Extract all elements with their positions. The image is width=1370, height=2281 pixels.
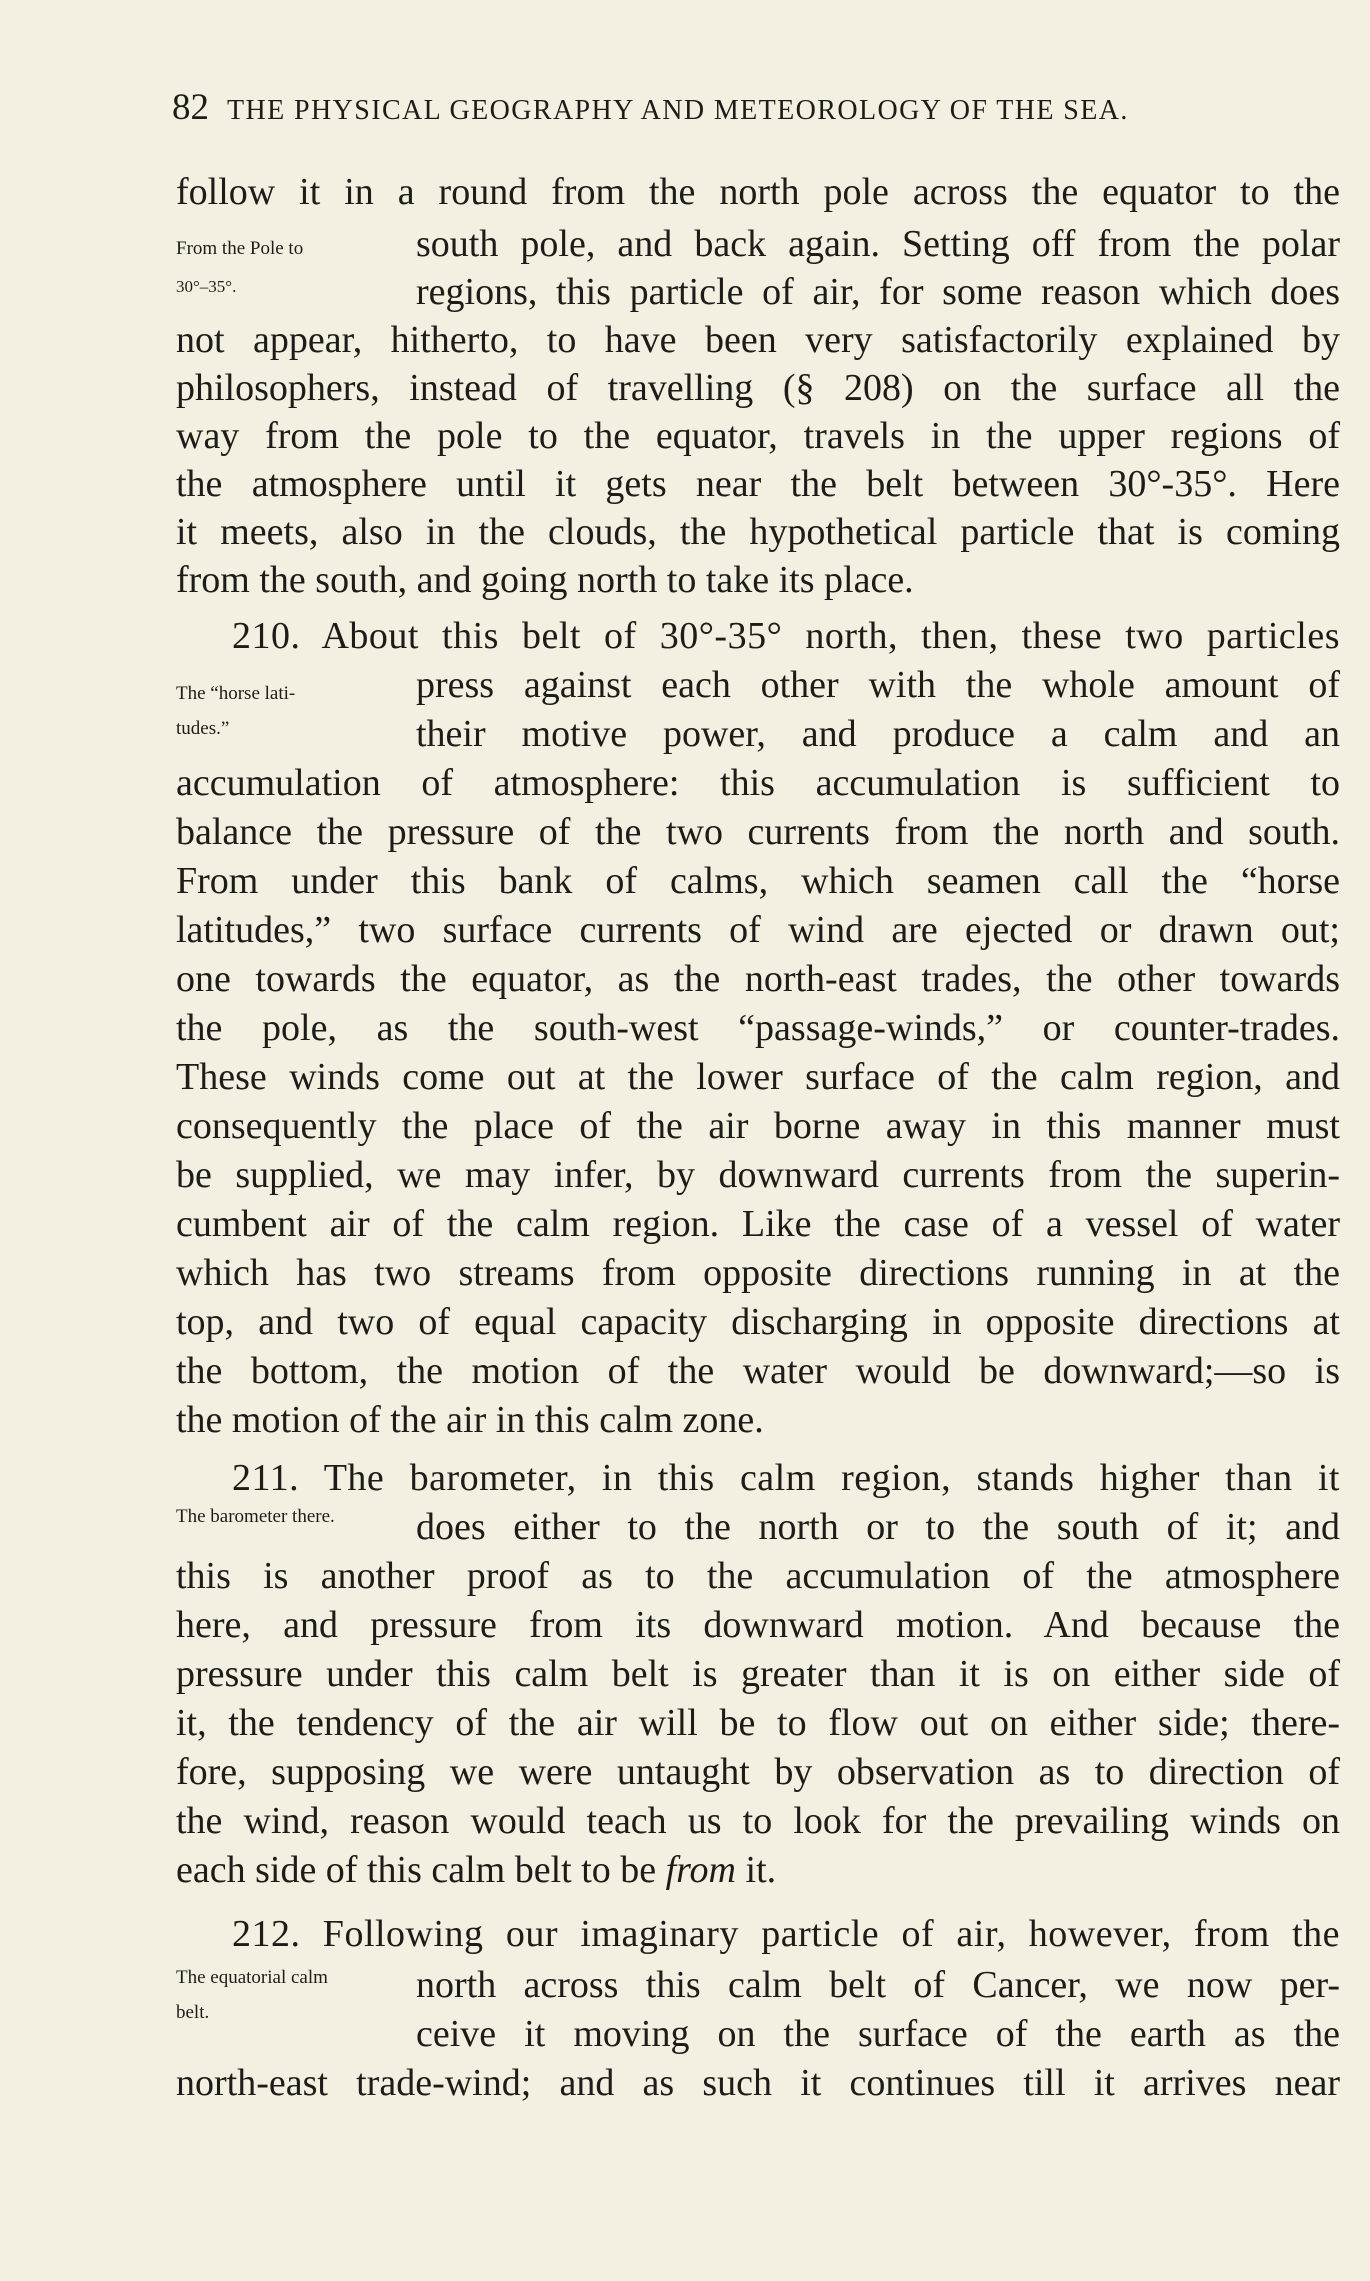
text-line: north across this calm belt of Cancer, we now per- [416, 1964, 1340, 2006]
text-line: accumulation of atmosphere: this accumulation is sufficient to [176, 762, 1340, 804]
paragraph-212-start: 212. Following our imaginary particle of air, however, from the [232, 1913, 1340, 1955]
text-line: the bottom, the motion of the water would be downward;—so is [176, 1350, 1340, 1392]
text-line: press against each other with the whole amount of [416, 664, 1340, 706]
text-line: this is another proof as to the accumulation of the atmosphere [176, 1555, 1340, 1597]
text-line: it, the tendency of the air will be to flow out on either side; there- [176, 1702, 1340, 1744]
running-header [172, 86, 1252, 129]
text-line: one towards the equator, as the north-east trades, the other towards [176, 958, 1340, 1000]
text-line: the wind, reason would teach us to look for the prevailing winds on [176, 1800, 1340, 1842]
text-line: latitudes,” two surface currents of wind are ejected or drawn out; [176, 909, 1340, 951]
text-line: top, and two of equal capacity discharging in opposite directions at [176, 1301, 1340, 1343]
text-line: the motion of the air in this calm zone. [176, 1399, 764, 1441]
text-line: consequently the place of the air borne away in this manner must [176, 1105, 1340, 1147]
text-line [176, 1848, 1340, 1892]
sidenote-barometer: The barometer there. [176, 1506, 335, 1527]
text-line: ceive it moving on the surface of the earth as the [416, 2013, 1340, 2055]
text-line: not appear, hitherto, to have been very satisfactorily explained by [176, 319, 1340, 361]
text-line: pressure under this calm belt is greater than it is on either side of [176, 1653, 1340, 1695]
text-line: north-east trade-wind; and as such it continues till it arrives near [176, 2062, 1340, 2104]
sidenote-horse-line2: tudes.” [176, 718, 230, 739]
text-line: cumbent air of the calm region. Like the case of a vessel of water [176, 1203, 1340, 1245]
running-title: THE PHYSICAL GEOGRAPHY AND METEOROLOGY OF THE SEA. [227, 95, 1129, 126]
text-fragment: it. [736, 1849, 777, 1891]
text-line: follow it in a round from the north pole across the equator to the [176, 171, 1340, 213]
text-line: way from the pole to the equator, travels in the upper regions of [176, 415, 1340, 457]
sidenote-pole-line2: 30°–35°. [176, 277, 237, 296]
page-number: 82 [172, 87, 209, 128]
text-line: From under this bank of calms, which seamen call the “horse [176, 860, 1340, 902]
sidenote-pole-line1: From the Pole to [176, 238, 304, 259]
paragraph-210-start: 210. About this belt of 30°-35° north, then, these two particles [232, 615, 1340, 657]
text-line: here, and pressure from its downward motion. And because the [176, 1604, 1340, 1646]
text-line: south pole, and back again. Setting off from the polar [416, 223, 1340, 265]
text-line: be supplied, we may infer, by downward currents from the superin- [176, 1154, 1340, 1196]
text-line: philosophers, instead of travelling (§ 208) on the surface all the [176, 367, 1340, 409]
text-line: the pole, as the south-west “passage-winds,” or counter-trades. [176, 1007, 1340, 1049]
text-line: These winds come out at the lower surface of the calm region, and [176, 1056, 1340, 1098]
text-line: the atmosphere until it gets near the belt between 30°-35°. Here [176, 463, 1340, 505]
text-line: regions, this particle of air, for some reason which does [416, 271, 1340, 313]
text-line: their motive power, and produce a calm and an [416, 713, 1340, 755]
sidenote-horse-line1: The “horse lati- [176, 683, 296, 704]
emphasis-from: from [665, 1849, 737, 1891]
text-line: from the south, and going north to take its place. [176, 559, 914, 601]
text-line: fore, supposing we were untaught by observation as to direction of [176, 1751, 1340, 1793]
text-line: which has two streams from opposite directions running in at the [176, 1252, 1340, 1294]
sidenote-equatorial-line1: The equatorial calm [176, 1967, 328, 1988]
sidenote-equatorial-line2: belt. [176, 2002, 210, 2023]
text-line: it meets, also in the clouds, the hypothetical particle that is coming [176, 511, 1340, 553]
text-line: balance the pressure of the two currents from the north and south. [176, 811, 1340, 853]
paragraph-211-start: 211. The barometer, in this calm region, stands higher than it [232, 1457, 1340, 1499]
text-line: does either to the north or to the south of it; and [416, 1506, 1340, 1548]
text-fragment: each side of this calm belt to be [176, 1849, 666, 1891]
